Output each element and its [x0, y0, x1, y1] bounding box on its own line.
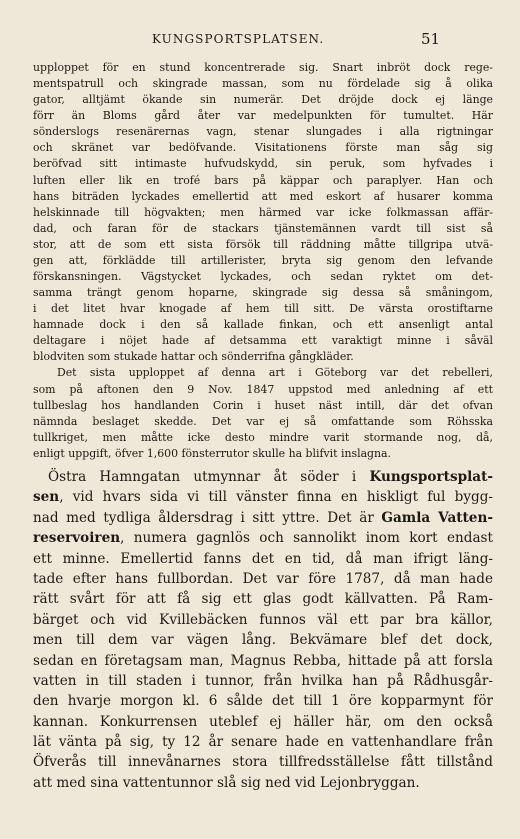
place-name-gamla-vattenreservoiren: Gamla Vatten-: [381, 509, 493, 526]
text-line: vatten in till staden i tunnor, från hvilka han på Rådhusgår-: [33, 672, 493, 689]
text-line: rätt svårt för att få sig ett glas godt källvatten. På Ram-: [33, 591, 493, 608]
text-line: [33, 528, 493, 548]
text-line: deltagare i nöjet hade af detsamma ett varaktigt minne i såväl: [33, 334, 493, 348]
text-line: Öfverås till innevånarnes stora tillfredsställelse fått tillstånd: [33, 754, 493, 771]
text-line: ett minne. Emellertid fanns det en tid, då man ifrigt läng-: [33, 550, 493, 567]
text-line: [33, 508, 493, 528]
text-line: blodviten som stukade hattar och sönderrifna gångkläder.: [33, 350, 354, 364]
text-run: Östra Hamngatan utmynnar åt söder i: [48, 469, 370, 485]
text-line: helskinnade till högvakten; men härmed var icke folkmassan affär-: [33, 205, 493, 219]
running-head: [0, 30, 520, 50]
text-line: tullkriget, men måtte icke desto mindre varit stormande nog, då,: [33, 430, 493, 444]
paragraph-vattenreservoiren: [33, 467, 493, 793]
text-line: sönderslogs resenärernas vagn, stenar slungades i alla rigtningar: [33, 125, 493, 139]
paragraph-tumult: [33, 60, 493, 365]
paragraph-1847-riot: [33, 365, 493, 461]
text-line: och skränet var bedöfvande. Visitationens förste man såg sig: [33, 141, 493, 155]
text-line: att med sina vattentunnor slå sig ned vid Lejonbryggan.: [33, 774, 420, 791]
text-line: som på aftonen den 9 Nov. 1847 uppstod med anledning af ett: [33, 382, 493, 396]
place-name-kungsportsplatsen-end: sen: [33, 489, 60, 506]
text-run: nad med tydliga åldersdrag i sitt yttre. Det är: [33, 509, 382, 526]
text-line: den hvarje morgon kl. 6 sålde det till 1 öre kopparmynt för: [33, 693, 493, 710]
text-line: stor, att de som ett sista försök till räddning måtte tillgripa utvä-: [33, 237, 493, 251]
page-number: 51: [421, 30, 441, 48]
running-title: KUNGSPORTSPLATSEN.: [152, 32, 325, 46]
text-line: nämnda beslaget skedde. Det var ej så omfattande som Röhsska: [33, 414, 493, 428]
text-line: tullbeslag hos handlanden Corin i huset näst intill, där det ofvan: [33, 398, 493, 412]
text-line: förr än Bloms gård åter var medelpunkten för tumultet. Här: [33, 109, 493, 123]
text-line: i det litet hvar knogade af hem till sitt. De värsta orostiftarne: [33, 302, 493, 316]
text-line: bärget och vid Kvillebäcken funnos väl ett par bra källor,: [33, 611, 493, 628]
text-run: , numera gagnlös och sannolikt inom kort endast: [120, 530, 493, 547]
place-name-gamla-vattenreservoiren-end: reservoiren: [33, 530, 121, 547]
text-line: gator, alltjämt ökande sin numerär. Det dröjde dock ej länge: [33, 93, 493, 107]
text-line: dad, och faran för de stackars tjänstemännen vardt till sist så: [33, 221, 493, 235]
text-line: samma trängt genom hoparne, skingrade sig dessa så småningom,: [33, 286, 493, 300]
text-line: sedan en företagsam man, Magnus Rebba, hittade på att forsla: [33, 652, 493, 669]
text-line: upploppet för en stund koncentrerade sig. Snart inbröt dock rege-: [33, 61, 493, 74]
text-line: gen att, förklädde till artillerister, bryta sig genom den lefvande: [33, 253, 493, 267]
text-line: enligt uppgift, öfver 1,600 fönsterrutor skulle ha blifvit inslagna.: [33, 446, 391, 460]
text-line: förskansningen. Vägstycket lyckades, och sedan ryktet om det-: [33, 270, 493, 284]
text-line: luften eller lik en trofé bars på käppar och paraplyer. Han och: [33, 173, 493, 187]
text-line: hans biträden lyckades emellertid att med eskort af husarer komma: [33, 189, 493, 203]
text-line: men till dem var vägen lång. Bekvämare blef det dock,: [33, 632, 493, 649]
small-print-section: [33, 60, 493, 462]
text-run: , vid hvars sida vi till vänster finna en hiskligt ful bygg-: [59, 489, 493, 506]
main-text-section: [33, 467, 493, 793]
text-line: hamnade dock i den så kallade finkan, och ett ansenligt antal: [33, 318, 493, 332]
text-line: kannan. Konkurrensen uteblef ej häller här, om den också: [33, 713, 493, 730]
text-line: Det sista upploppet af denna art i Göteborg var det rebelleri,: [57, 366, 493, 380]
place-name-kungsportsplatsen: Kungsportsplat-: [369, 469, 493, 485]
text-line: beröfvad sitt intimaste hufvudskydd, sin peruk, som hyfvades i: [33, 157, 493, 171]
text-line: mentspatrull och skingrade massan, som nu fördelade sig å olika: [33, 77, 493, 91]
text-line: lät vänta på sig, ty 12 år senare hade en vattenhandlare från: [33, 734, 493, 751]
text-line: [33, 467, 493, 487]
text-line: tade efter hans fullbordan. Det var före 1787, då man hade: [33, 570, 493, 587]
text-line: [33, 487, 493, 507]
